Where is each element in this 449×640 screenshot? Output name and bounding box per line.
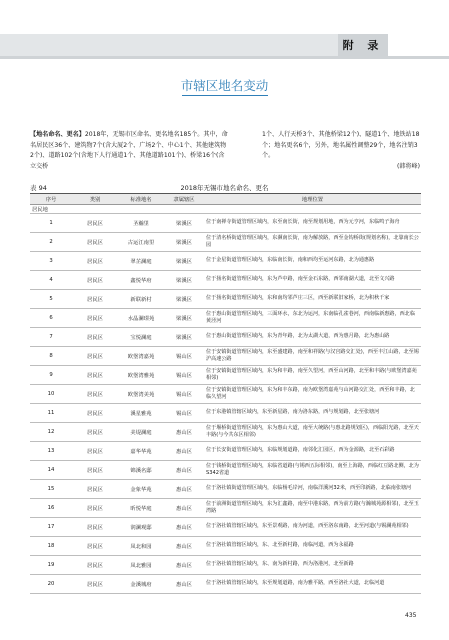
row-location-cell: 位于安镇街道管理区域内，东至盛建路，南至和祥路(与汉宫路交汇处)，西至丰江山路，北至锡沪高速公路 (204, 347, 421, 366)
row-standard-name-cell: 鑫悦华府 (118, 271, 164, 290)
row-district-cell: 梁溪区 (164, 290, 204, 309)
row-category-cell: 居民区 (72, 214, 118, 233)
row-district-cell: 惠山区 (164, 442, 204, 461)
row-standard-name-cell: 宝悦澜庭 (118, 328, 164, 347)
row-standard-name-cell: 锦溪名邸 (118, 461, 164, 480)
row-location-cell: 位于钱桥街道管理区域内，东临省道路(与锡西五际相邻)，南至上海路，西临红豆路北侧，北为S342省道 (204, 461, 421, 480)
header-cell-standard-name: 标准地名 (118, 194, 164, 205)
table-title: 2018年无锡市地名命名、更名 (180, 184, 269, 192)
row-number-cell: 11 (30, 404, 72, 423)
row-category-cell: 居民区 (72, 537, 118, 556)
row-district-cell: 锡山区 (164, 366, 204, 385)
row-district-cell: 梁溪区 (164, 233, 204, 252)
intro-left-column (30, 130, 228, 172)
table-row (30, 518, 421, 537)
row-number-cell: 5 (30, 290, 72, 309)
intro-author: (韩将峰) (396, 162, 420, 170)
row-location-cell: 位于前洲街道管理区域内，东为汇鑫路，南至中港东路，西为前方路(与瀚城苑源相邻)，北至玉湾路 (204, 499, 421, 518)
row-standard-name-cell: 新联新村 (118, 290, 164, 309)
row-category-cell: 居民区 (72, 518, 118, 537)
row-category-cell: 居民区 (72, 404, 118, 423)
table-row (30, 233, 421, 252)
intro-left-text: 2018年，无锡市区命名、更名地名185个。其中，命名居民区36个、建筑物7个(含大厦2个、广场2个、中心1个、其他建筑物2个)、道路102个(含地下人行通道1个、其他道路101个)、桥梁16个(含立交桥 (30, 131, 228, 170)
page-number: 435 (405, 612, 417, 619)
row-number-cell: 13 (30, 442, 72, 461)
table-row (30, 461, 421, 480)
table-row (30, 404, 421, 423)
header-stripe (0, 56, 449, 59)
table-row (30, 556, 421, 575)
row-district-cell: 锡山区 (164, 385, 204, 404)
category-row (30, 205, 421, 214)
row-location-cell: 位于南禅寺街道管理区域内，东至南长街，南至规划用地，西为元亨河，东临鸣子海舟 (204, 214, 421, 233)
table-number: 表 94 (30, 184, 47, 192)
row-number-cell: 9 (30, 366, 72, 385)
row-district-cell: 梁溪区 (164, 309, 204, 328)
place-name-table (30, 193, 421, 594)
row-number-cell: 18 (30, 537, 72, 556)
row-standard-name-cell: 金象华苑 (118, 480, 164, 499)
table-row (30, 423, 421, 442)
intro-right-column (262, 130, 420, 172)
section-title: 市辖区地名变动 (180, 78, 269, 93)
row-category-cell: 居民区 (72, 309, 118, 328)
row-number-cell: 10 (30, 385, 72, 404)
row-district-cell: 惠山区 (164, 556, 204, 575)
row-district-cell: 惠山区 (164, 575, 204, 594)
row-category-cell: 居民区 (72, 252, 118, 271)
row-number-cell: 3 (30, 252, 72, 271)
table-row (30, 499, 421, 518)
header-cell-location: 地理位置 (204, 194, 421, 205)
row-standard-name-cell: 嘉华华苑 (118, 442, 164, 461)
row-standard-name-cell: 昕悦华庭 (118, 499, 164, 518)
row-standard-name-cell: 凤北和园 (118, 537, 164, 556)
row-location-cell: 位于堰桥街道管理区域内，东为惠山大道，南至大统路(与惠北路规划区)，西临阳光路，北至天丰路(与今共东区相邻) (204, 423, 421, 442)
table-row (30, 271, 421, 290)
row-number-cell: 4 (30, 271, 72, 290)
row-district-cell: 惠山区 (164, 423, 204, 442)
row-location-cell: 位于洛社镇管辖区域内，东、南为新村路，西为洛港河，北至新路 (204, 556, 421, 575)
header-cell-district: 隶属辖区 (164, 194, 204, 205)
row-number-cell: 6 (30, 309, 72, 328)
row-standard-name-cell: 欧堡湾嘉苑 (118, 347, 164, 366)
row-category-cell: 居民区 (72, 442, 118, 461)
table-row (30, 309, 421, 328)
row-category-cell: 居民区 (72, 328, 118, 347)
row-location-cell: 位于安镇街道管理区域内，东为和丰路，南至久望河，西至山河路，北至和丰路(与欧堡湾嘉苑相邻) (204, 366, 421, 385)
intro-label: 【地名命名、更名】 (30, 131, 85, 138)
intro-right-text: 1个、人行天桥3个、其他桥梁12个)、隧道1个、地铁站18个；地名更名6个，另外，地名属性调整29个，地名注销3个。 (262, 131, 420, 160)
row-standard-name-cell: 金溪城府 (118, 575, 164, 594)
row-location-cell: 位于惠山街道管理区域内，东为青年路，北为太湖大道，西为惠月路，北为惠山路 (204, 328, 421, 347)
row-standard-name-cell: 凤北雅园 (118, 556, 164, 575)
row-number-cell: 20 (30, 575, 72, 594)
row-district-cell: 惠山区 (164, 480, 204, 499)
row-standard-name-cell: 圣瀚里 (118, 214, 164, 233)
table-row (30, 347, 421, 366)
row-number-cell: 2 (30, 233, 72, 252)
row-location-cell: 位于扬名街道管理区域内，东为芦中路，南至金石东路，西邻南湖大道，北至文兴路 (204, 271, 421, 290)
table-row (30, 537, 421, 556)
row-category-cell: 居民区 (72, 366, 118, 385)
table-row (30, 480, 421, 499)
category-cell: 居民地 (30, 205, 421, 214)
running-title: 附 录 (342, 39, 384, 52)
table-row (30, 290, 421, 309)
row-number-cell: 15 (30, 480, 72, 499)
row-standard-name-cell: 欧堡湾雅苑 (118, 366, 164, 385)
header-bar (0, 34, 338, 56)
row-number-cell: 17 (30, 518, 72, 537)
row-district-cell: 锡山区 (164, 347, 204, 366)
table-row (30, 214, 421, 233)
row-number-cell: 14 (30, 461, 72, 480)
row-location-cell: 位于扬名街道管理区域内，东和南均邻芦庄三区，西至新联旧家桥，北为积秋千家 (204, 290, 421, 309)
row-district-cell: 梁溪区 (164, 214, 204, 233)
table-row (30, 385, 421, 404)
row-standard-name-cell: 翠芷澜庭 (118, 252, 164, 271)
table-row (30, 366, 421, 385)
table-header-row (30, 194, 421, 205)
row-category-cell: 居民区 (72, 347, 118, 366)
row-standard-name-cell: 润澜观邸 (118, 518, 164, 537)
row-standard-name-cell: 溪星雅苑 (118, 404, 164, 423)
row-number-cell: 8 (30, 347, 72, 366)
row-location-cell: 位于东港镇管辖区域内，东至新星路，南为洛东路，西与规划路，北至张塘河 (204, 404, 421, 423)
row-number-cell: 16 (30, 499, 72, 518)
row-location-cell: 位于洛社镇街道管理区域内，东临杨毛岸河，南临洋溪河32米，西至印新路，北临南张塘河 (204, 480, 421, 499)
row-location-cell: 位于安镇街道管理区域内，东为和丰东路，南为欧堡湾嘉苑与山河路交汇处，西至和丰路，北临久望河 (204, 385, 421, 404)
row-district-cell: 惠山区 (164, 537, 204, 556)
row-category-cell: 居民区 (72, 480, 118, 499)
row-district-cell: 梁溪区 (164, 252, 204, 271)
row-number-cell: 12 (30, 423, 72, 442)
row-district-cell: 锡山区 (164, 404, 204, 423)
row-district-cell: 惠山区 (164, 461, 204, 480)
row-category-cell: 居民区 (72, 290, 118, 309)
table-row (30, 328, 421, 347)
table-row (30, 442, 421, 461)
row-category-cell: 居民区 (72, 423, 118, 442)
row-district-cell: 梁溪区 (164, 328, 204, 347)
table-row (30, 252, 421, 271)
row-district-cell: 惠山区 (164, 499, 204, 518)
row-category-cell: 居民区 (72, 385, 118, 404)
row-district-cell: 惠山区 (164, 518, 204, 537)
row-number-cell: 7 (30, 328, 72, 347)
row-district-cell: 梁溪区 (164, 271, 204, 290)
row-category-cell: 居民区 (72, 271, 118, 290)
row-category-cell: 居民区 (72, 233, 118, 252)
row-category-cell: 居民区 (72, 461, 118, 480)
row-standard-name-cell: 欧堡湾美苑 (118, 385, 164, 404)
row-number-cell: 19 (30, 556, 72, 575)
row-standard-name-cell: 古运江南里 (118, 233, 164, 252)
row-location-cell: 位于长安街道管理区域内，东临规划道路，南邻化汇园区，西为金源路，北至石彩路 (204, 442, 421, 461)
row-category-cell: 居民区 (72, 556, 118, 575)
running-header (0, 34, 449, 56)
row-standard-name-cell: 美堤澜庭 (118, 423, 164, 442)
row-category-cell: 居民区 (72, 499, 118, 518)
row-location-cell: 位于洛社镇管辖区域内，东至规划道路，南为雅平路，西至洛社大道，北临河道 (204, 575, 421, 594)
row-location-cell: 位于洛社镇管辖区域内，东至景观路，南为河道，西至洛东南路，北至河道(与锡澜苑相邻) (204, 518, 421, 537)
row-standard-name-cell: 水晶澜璟苑 (118, 309, 164, 328)
row-number-cell: 1 (30, 214, 72, 233)
header-cell-number: 序号 (30, 194, 72, 205)
section-title-rule (182, 95, 268, 96)
table-row (30, 575, 421, 594)
row-location-cell: 位于金星街道管理区域内，东临南长街，南和西均至运河东路，北为通惠路 (204, 252, 421, 271)
header-cell-category: 类别 (72, 194, 118, 205)
row-category-cell: 居民区 (72, 575, 118, 594)
row-location-cell: 位于惠山街道管理区域内，三面环水，东北为运河，东南临孔雀巷河，西南临新惠路，西北临黄泾河 (204, 309, 421, 328)
row-location-cell: 位于清名桥街道管理区域内，东濒南长街，南为解放路，西至金钩桥街(规划名称)，北靠南长公园 (204, 233, 421, 252)
row-location-cell: 位于洛社镇管辖区域内，东、北至新村路，南临河道，西为永福路 (204, 537, 421, 556)
